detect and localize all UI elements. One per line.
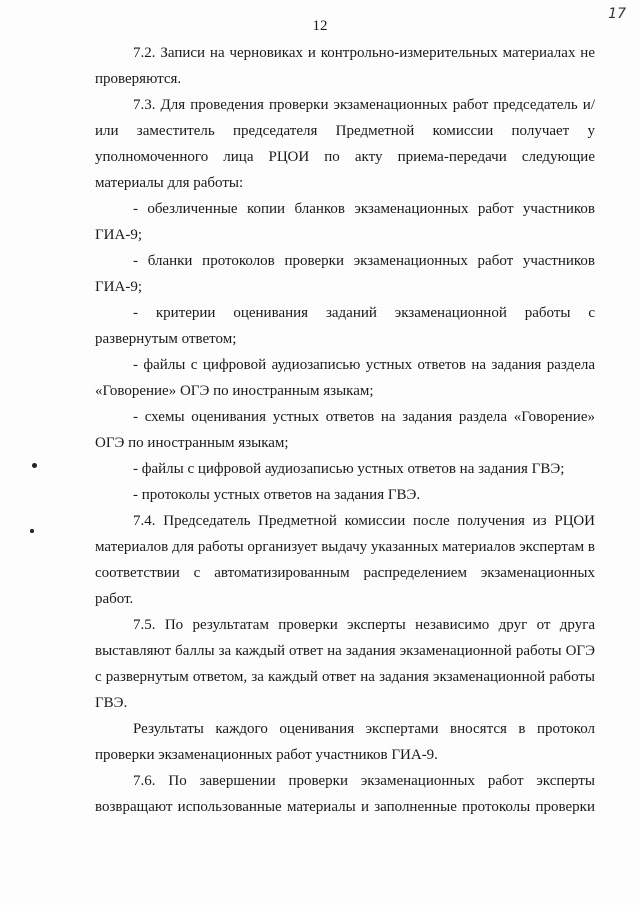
page-number: 12 xyxy=(312,18,328,34)
list-item: - обезличенные копии бланков экзаменационных работ участников ГИА-9; xyxy=(95,201,595,243)
document-body xyxy=(95,40,595,820)
paragraph-7-2: 7.2. Записи на черновиках и контрольно-измерительных материалах не проверяются. xyxy=(95,45,595,87)
scan-speck xyxy=(32,463,37,468)
paragraph-7-4: 7.4. Председатель Предметной комиссии после получения из РЦОИ материалов для работы организует выдачу указанных материалов экспертам в соответствии с автоматизированным распределением экзаменационных работ. xyxy=(95,513,595,607)
paragraph-7-3: 7.3. Для проведения проверки экзаменационных работ председатель и/или заместитель председателя Предметной комиссии получает у уполномоченного лица РЦОИ по акту приема-передачи следующие материалы для работы: xyxy=(95,97,595,191)
list-item: - бланки протоколов проверки экзаменационных работ участников ГИА-9; xyxy=(95,253,595,295)
list-item: - файлы с цифровой аудиозаписью устных ответов на задания ГВЭ; xyxy=(133,461,565,477)
list-item: - схемы оценивания устных ответов на задания раздела «Говорение» ОГЭ по иностранным языкам; xyxy=(95,409,595,451)
list-item: - критерии оценивания заданий экзаменационной работы с развернутым ответом; xyxy=(95,305,595,347)
paragraph-7-6: 7.6. По завершении проверки экзаменационных работ эксперты возвращают использованные материалы и заполненные протоколы проверки xyxy=(95,773,595,815)
scan-speck xyxy=(30,529,34,533)
list-item: - файлы с цифровой аудиозаписью устных ответов на задания раздела «Говорение» ОГЭ по иностранным языкам; xyxy=(95,357,595,399)
paragraph-7-5-results: Результаты каждого оценивания экспертами вносятся в протокол проверки экзаменационных работ участников ГИА-9. xyxy=(95,721,595,763)
handwritten-page-mark: 17 xyxy=(608,6,626,22)
list-item: - протоколы устных ответов на задания ГВЭ. xyxy=(133,487,421,503)
paragraph-7-5: 7.5. По результатам проверки эксперты независимо друг от друга выставляют баллы за каждый ответ на задания экзаменационной работы ОГЭ с развернутым ответом, за каждый ответ на задания экзаменационной работы ГВЭ. xyxy=(95,617,595,711)
